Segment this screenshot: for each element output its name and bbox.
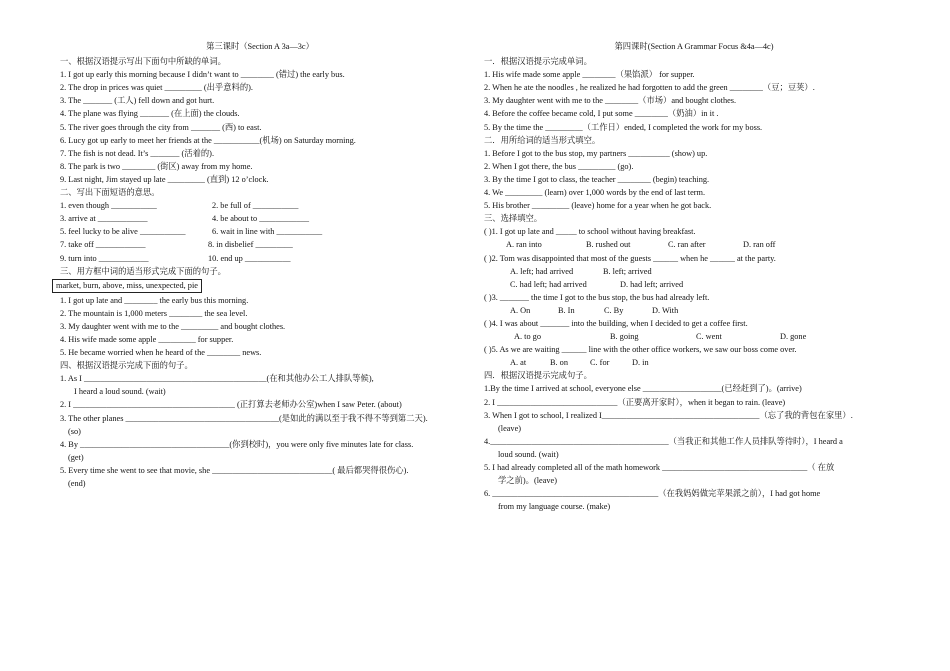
mc-options — [484, 238, 904, 251]
mc-options — [484, 356, 904, 369]
left-s3-item: 1. I got up late and ________ the early bus this morning. — [60, 295, 249, 305]
left-section4-heading: 四、根据汉语提示完成下面的句子。 — [60, 361, 193, 371]
right-section3-list — [484, 225, 904, 369]
mc-option: C. went — [696, 332, 722, 342]
mc-option: B. In — [558, 305, 575, 315]
left-s4-item: 2. I _______________________________________ (正打算去老师办公室)when I saw Peter. (about) — [60, 400, 402, 410]
left-s3-item: 5. He became worried when he heard of the ________ news. — [60, 348, 262, 358]
word-box: market, burn, above, miss, unexpected, pie — [52, 279, 202, 293]
mc-option: D. had left; arrived — [620, 279, 684, 289]
mc-option: D. in — [632, 358, 649, 368]
right-s2-item: 5. His brother _________ (leave) home for a year when he got back. — [484, 201, 712, 211]
mc-option: C. for — [590, 358, 610, 368]
right-s2-item: 2. When I got there, the bus _________ (go). — [484, 161, 634, 171]
right-section4-heading: 四．根据汉语提示完成句子。 — [484, 371, 592, 381]
phrase-item: 7. take off ____________ — [60, 240, 146, 250]
right-s1-item: 4. Before the coffee became cold, I put some ________（奶油）in it . — [484, 109, 719, 119]
left-s1-item: 1. I got up early this morning because I didn’t want to ________ (错过) the early bus. — [60, 70, 345, 80]
left-s1-item: 3. The _______ (工人) fell down and got hurt. — [60, 96, 215, 106]
phrase-row — [60, 212, 460, 225]
left-s3-item: 4. His wife made some apple _________ for supper. — [60, 334, 234, 344]
mc-option: B. rushed out — [586, 240, 631, 250]
left-s1-item: 8. The park is two ________ (街区) away from my home. — [60, 161, 253, 171]
mc-question: ( )5. As we are waiting ______ line with the other office workers, we saw our boss come over. — [484, 345, 797, 355]
phrase-item: 1. even though ___________ — [60, 201, 157, 211]
right-section2-list — [484, 147, 904, 212]
left-s4-item: 5. Every time she went to see that movie, she _____________________________( 最后都哭得很伤心). — [60, 465, 409, 475]
left-section3-list — [60, 294, 460, 359]
left-s1-item: 4. The plane was flying _______ (在上面) the clouds. — [60, 109, 240, 119]
right-s4-item: 6. ________________________________________（在我妈妈做完苹果派之前），I had got home — [484, 489, 821, 499]
phrase-item: 10. end up ___________ — [208, 253, 291, 263]
mc-question: ( )4. I was about _______ into the building, when I decided to get a coffee first. — [484, 318, 748, 328]
mc-options — [484, 330, 904, 343]
right-s4-item-cont: (leave) — [498, 423, 522, 433]
right-s4-item: 2. I _____________________________（正要离开家时），when it began to rain. (leave) — [484, 397, 786, 407]
left-s4-item: 1. As I ____________________________________________(在和其他办公工人排队等候), — [60, 374, 374, 384]
mc-option: C. By — [604, 305, 624, 315]
mc-option: B. on — [550, 358, 568, 368]
left-title: 第三课时（Section A 3a—3c） — [206, 42, 314, 51]
phrase-row — [60, 252, 460, 265]
phrase-item: 4. be about to ____________ — [212, 214, 310, 224]
right-s4-item: 5. I had already completed all of the math homework ___________________________________（ 在放 — [484, 463, 835, 472]
left-section2-heading: 二、写出下面短语的意思。 — [60, 188, 160, 198]
left-section2-grid — [60, 199, 460, 264]
right-s4-item-cont: 学之前)。(leave) — [498, 476, 557, 486]
mc-option: B. going — [610, 332, 639, 342]
left-column — [56, 40, 460, 490]
mc-option: D. With — [652, 305, 679, 315]
phrase-item: 8. in disbelief _________ — [208, 240, 293, 250]
phrase-item: 3. arrive at ____________ — [60, 214, 148, 224]
left-s4-item: 4. By ____________________________________(你到校时)，you were only five minutes late for class. — [60, 439, 414, 449]
left-s1-item: 2. The drop in prices was quiet _________ (出乎意料的). — [60, 83, 253, 93]
phrase-item: 5. feel lucky to be alive ___________ — [60, 227, 186, 237]
left-section4-list — [60, 372, 460, 490]
right-s2-item: 1. Before I got to the bus stop, my partners __________ (show) up. — [484, 148, 708, 158]
right-s4-item-cont: from my language course. (make) — [498, 502, 611, 512]
mc-option: D. gone — [780, 332, 807, 342]
mc-options — [484, 278, 904, 291]
left-section1-heading: 一、根据汉语提示写出下面句中所缺的单词。 — [60, 57, 226, 67]
left-s1-item: 9. Last night, Jim stayed up late _________ (直到) 12 o’clock. — [60, 174, 269, 184]
left-s1-item: 7. The fish is not dead. It’s _______ (活着的). — [60, 148, 215, 158]
phrase-item: 9. turn into ____________ — [60, 253, 149, 263]
left-s4-item: 3. The other planes _____________________________________(是如此的满以至于我不得不等到第二天). — [60, 413, 428, 423]
right-section3-heading: 三、选择填空。 — [484, 214, 543, 224]
right-s1-item: 3. My daughter went with me to the ________（市场）and bought clothes. — [484, 96, 737, 106]
right-s2-item: 3. By the time I got to class, the teacher ________ (begin) teaching. — [484, 174, 710, 184]
phrase-item: 6. wait in line with ___________ — [212, 227, 323, 237]
phrase-item: 2. be full of ___________ — [212, 201, 299, 211]
right-s1-item: 1. His wife made some apple ________（果馅派） for supper. — [484, 70, 695, 80]
left-s3-item: 3. My daughter went with me to the _________ and bought clothes. — [60, 321, 286, 331]
right-section1-heading: 一．根据汉语提示完成单词。 — [484, 57, 592, 67]
right-section4-list — [484, 382, 904, 513]
right-s4-item: 1.By the time I arrived at school, everyone else ___________________(已经赶到了)。(arrive) — [484, 384, 802, 394]
right-s4-item-cont: loud sound. (wait) — [498, 449, 559, 459]
left-s3-item: 2. The mountain is 1,000 meters ________ the sea level. — [60, 308, 248, 318]
left-section1-list — [60, 68, 460, 186]
left-s1-item: 6. Lucy got up early to meet her friends at the ___________(机场) on Saturday morning. — [60, 135, 356, 145]
left-s1-item: 5. The river goes through the city from _______ (西) to east. — [60, 122, 262, 132]
right-s4-item: 3. When I got to school, I realized I______________________________________（忘了我的背包在家里）. — [484, 410, 853, 420]
left-s4-item-cont: (so) — [68, 426, 81, 436]
mc-question: ( )3. _______ the time I got to the bus stop, the bus had already left. — [484, 292, 710, 302]
mc-option: C. ran after — [668, 240, 706, 250]
mc-option: A. On — [510, 305, 531, 315]
mc-option: C. had left; had arrived — [510, 279, 587, 289]
right-section2-heading: 二．用所给词的适当形式填空。 — [484, 135, 601, 145]
right-section1-list — [484, 68, 904, 133]
mc-question: ( )2. Tom was disappointed that most of the guests ______ when he ______ at the party. — [484, 253, 776, 263]
right-s2-item: 4. We _________ (learn) over 1,000 words by the end of last term. — [484, 188, 706, 198]
right-s4-item: 4.___________________________________________（当我正和其他工作人员排队等待时），I heard a — [484, 436, 843, 446]
mc-options — [484, 304, 904, 317]
mc-question: ( )1. I got up late and _____ to school without having breakfast. — [484, 227, 696, 237]
right-column — [484, 40, 904, 513]
right-s1-item: 5. By the time the _________（工作日）ended, I completed the work for my boss. — [484, 122, 763, 132]
left-s4-item-cont: (get) — [68, 452, 84, 462]
mc-option: A. ran into — [506, 240, 542, 250]
mc-option: A. at — [510, 358, 527, 368]
mc-option: D. ran off — [743, 240, 776, 250]
left-s4-item-cont: I heard a loud sound. (wait) — [74, 387, 166, 397]
right-s1-item: 2. When he ate the noodles , he realized he had forgotten to add the green ________（豆；豆荚）. — [484, 83, 815, 93]
right-title: 第四课时(Section A Grammar Focus &4a—4c) — [614, 42, 774, 51]
phrase-row — [60, 238, 460, 251]
mc-option: A. left; had arrived — [510, 266, 574, 276]
left-s4-item-cont: (end) — [68, 479, 86, 488]
phrase-row — [60, 199, 460, 212]
left-section3-heading: 三、用方框中词的适当形式完成下面的句子。 — [60, 266, 226, 276]
phrase-row — [60, 225, 460, 238]
mc-option: B. left; arrived — [603, 266, 652, 276]
mc-option: A. to go — [514, 332, 541, 342]
mc-options — [484, 265, 904, 278]
